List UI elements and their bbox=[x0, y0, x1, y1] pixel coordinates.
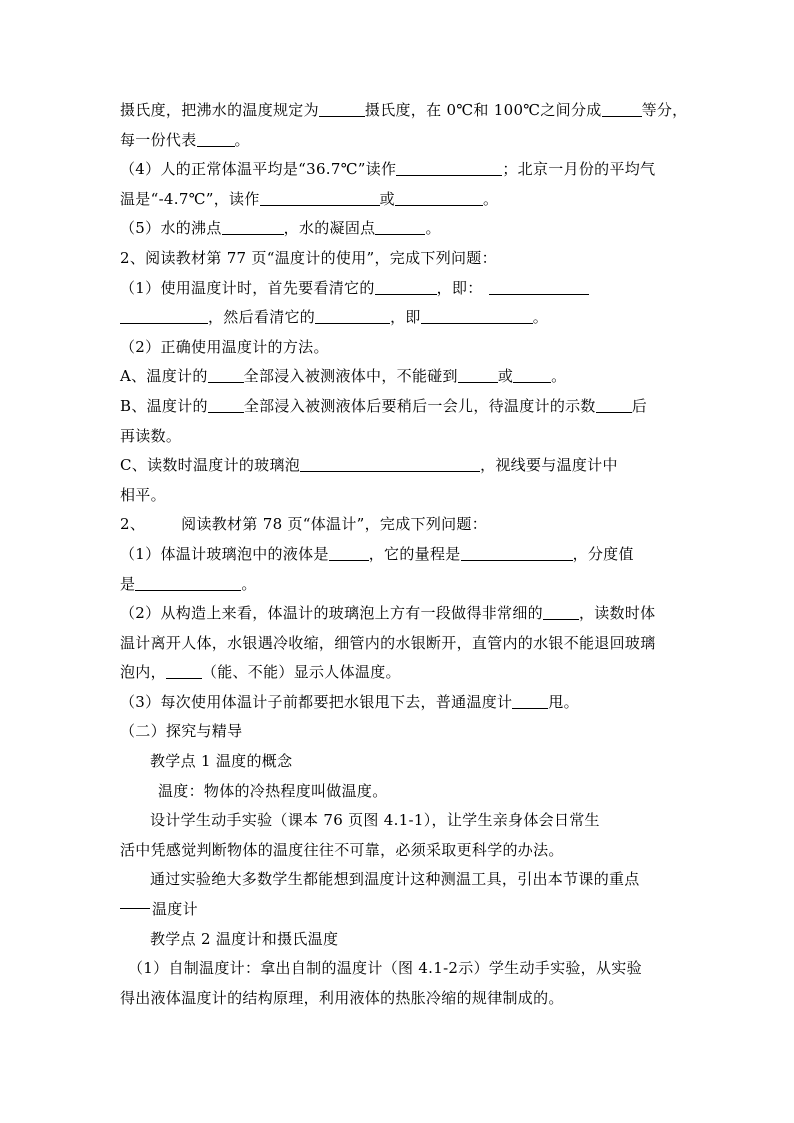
text-line: 活中凭感觉判断物体的温度往往不可靠，必须采取更科学的办法。 bbox=[120, 840, 564, 859]
text-line: 每一份代表 。 bbox=[120, 130, 250, 149]
text-line: C、读数时温度计的玻璃泡 ，视线要与温度计中 bbox=[120, 456, 618, 475]
fill-blank bbox=[458, 366, 498, 383]
fill-blank bbox=[208, 366, 244, 383]
fill-blank bbox=[421, 307, 533, 324]
text-line: 得出液体温度计的结构原理，利用液体的热胀冷缩的规律制成的。 bbox=[120, 988, 564, 1007]
text-line: （1）自制温度计：拿出自制的温度计（图 4.1-2示）学生动手实验，从实验 bbox=[128, 959, 642, 978]
fill-blank bbox=[395, 189, 483, 206]
fill-blank bbox=[166, 662, 202, 679]
fill-blank bbox=[489, 278, 589, 295]
fill-blank bbox=[512, 692, 548, 709]
text-line: 再读数。 bbox=[120, 426, 182, 445]
text-line: 温计离开人体，水银遇冷收缩，细管内的水银断开，直管内的水银不能退回玻璃 bbox=[120, 633, 656, 652]
fill-blank bbox=[375, 278, 437, 295]
fill-blank bbox=[329, 544, 369, 561]
text-line: （2）正确使用温度计的方法。 bbox=[120, 337, 329, 356]
text-line: 温是“-4.7℃”，读作 或 。 bbox=[120, 189, 499, 208]
fill-blank bbox=[120, 307, 208, 324]
fill-blank bbox=[396, 159, 502, 176]
fill-blank bbox=[208, 396, 244, 413]
text-line: （1）使用温度计时，首先要看清它的 ，即： bbox=[120, 274, 680, 304]
section-heading: 2、阅读教材第 77 页“温度计的使用”，完成下列问题： bbox=[120, 248, 497, 267]
text-line: （5）水的沸点 ，水的凝固点 。 bbox=[120, 219, 441, 238]
fill-blank bbox=[602, 100, 642, 117]
text-line: 通过实验绝大多数学生都能想到温度计这种测温工具，引出本节课的重点 bbox=[150, 870, 640, 889]
text-line: A、温度计的 全部浸入被测液体中，不能碰到 或 。 bbox=[120, 367, 567, 386]
fill-blank bbox=[596, 396, 632, 413]
text-line: （2）从构造上来看，体温计的玻璃泡上方有一段做得非常细的 ，读数时体 bbox=[120, 604, 656, 623]
text-line: ，然后看清它的 ，即 。 bbox=[120, 303, 680, 333]
text-line: （4）人的正常体温平均是“36.7℃”读作 ；北京一月份的平均气 bbox=[120, 160, 656, 179]
fill-blank bbox=[197, 130, 235, 147]
fill-blank bbox=[375, 218, 425, 235]
text-line: 泡内， （能、不能）显示人体温度。 bbox=[120, 663, 401, 682]
subsection-heading: 教学点 2 温度计和摄氏温度 bbox=[150, 929, 339, 948]
text-line: （3）每次使用体温计子前都要把水银甩下去，普通温度计 甩。 bbox=[120, 692, 579, 711]
text-line: 温度：物体的冷热程度叫做温度。 bbox=[158, 781, 388, 800]
fill-blank bbox=[222, 218, 284, 235]
text-line: 是 。 bbox=[120, 574, 257, 593]
document-body bbox=[120, 96, 688, 1013]
dash-rule bbox=[120, 908, 150, 909]
fill-blank bbox=[135, 574, 241, 591]
section-heading: （二）探究与精导 bbox=[120, 722, 243, 741]
fill-blank bbox=[315, 307, 390, 324]
text-line: 温度计 bbox=[120, 895, 680, 925]
fill-blank bbox=[543, 603, 579, 620]
text-line: 设计学生动手实验（课本 76 页图 4.1-1），让学生亲身体会日常生 bbox=[150, 811, 600, 830]
fill-blank bbox=[319, 100, 365, 117]
text-line: B、温度计的 全部浸入被测液体后要稍后一会儿，待温度计的示数 后 bbox=[120, 396, 648, 415]
text-line: 相平。 bbox=[120, 485, 166, 504]
section-heading: 2、 阅读教材第 78 页“体温计”，完成下列问题： bbox=[120, 515, 488, 534]
text-line: 摄氏度，把沸水的温度规定为 摄氏度，在 0℃和 100℃之间分成 等分， bbox=[120, 101, 688, 119]
fill-blank bbox=[300, 455, 480, 472]
fill-blank bbox=[513, 366, 551, 383]
fill-blank bbox=[260, 189, 380, 206]
fill-blank bbox=[461, 544, 573, 561]
text-line: （1）体温计玻璃泡中的液体是 ，它的量程是 ，分度值 bbox=[120, 544, 634, 563]
subsection-heading: 教学点 1 温度的概念 bbox=[150, 752, 293, 771]
